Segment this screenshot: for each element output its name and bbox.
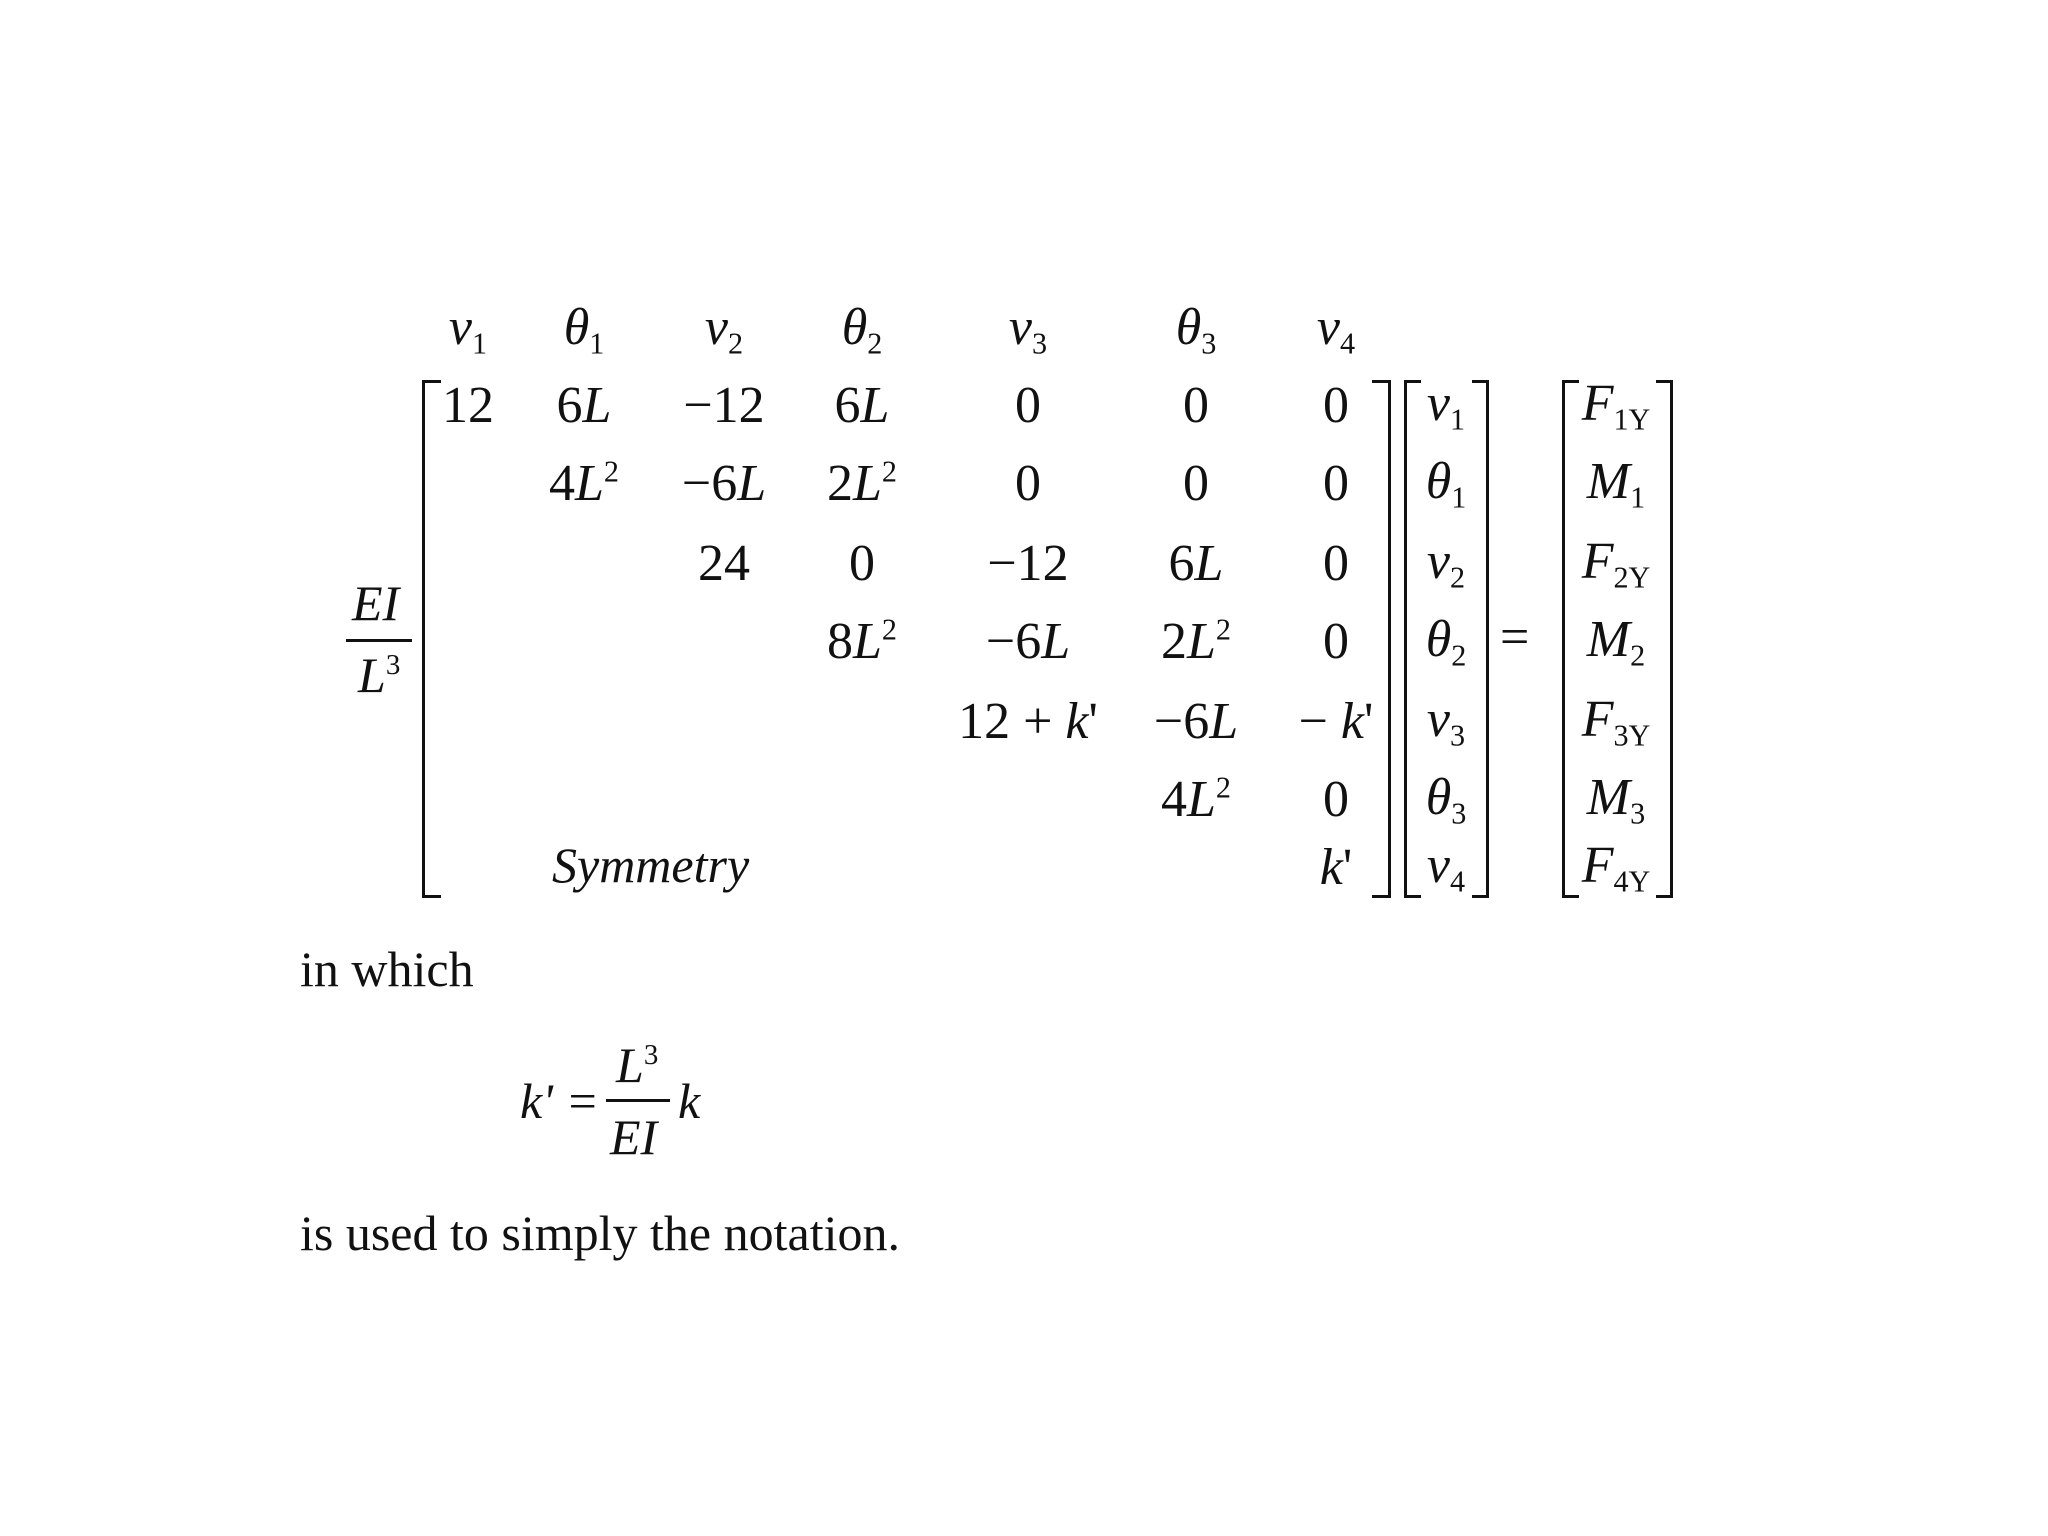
matrix-cell-r1-c1: 12 <box>442 377 494 434</box>
matrix-cell-r1-c4: 6L <box>834 377 890 434</box>
column-header-6: $\theta_3$ <box>1175 299 1217 361</box>
matrix-right-bracket <box>1372 380 1391 898</box>
kprime-fraction-bar <box>606 1099 670 1102</box>
force-right-bracket <box>1656 380 1673 898</box>
column-header-3: $v_2$ <box>704 299 744 361</box>
force-entry-3: $F_{2Y}$ <box>1581 533 1651 595</box>
kprime-denominator: EI <box>610 1109 658 1165</box>
matrix-cell-r2-c6: 0 <box>1183 455 1209 512</box>
displacement-entry-5: $v_3$ <box>1426 691 1466 753</box>
prefactor-fraction-bar <box>346 639 412 642</box>
matrix-cell-r1-c3: −12 <box>683 377 765 434</box>
matrix-cell-r1-c6: 0 <box>1183 377 1209 434</box>
displacement-entry-7: $v_4$ <box>1426 837 1466 899</box>
matrix-cell-r2-c4: $2L^2$ <box>827 454 897 512</box>
force-entry-1: $F_{1Y}$ <box>1581 375 1651 437</box>
matrix-cell-r1-c5: 0 <box>1015 377 1041 434</box>
closing-text: is used to simply the notation. <box>300 1205 900 1261</box>
displacement-entry-4: $\theta_2$ <box>1425 611 1467 673</box>
column-header-1: $v_1$ <box>448 299 488 361</box>
matrix-cell-r3-c7: 0 <box>1323 535 1349 592</box>
column-header-7: $v_4$ <box>1316 299 1356 361</box>
matrix-cell-r4-c4: $8L^2$ <box>827 612 897 670</box>
matrix-cell-r4-c7: 0 <box>1323 613 1349 670</box>
force-left-bracket <box>1562 380 1579 898</box>
column-header-4: $\theta_2$ <box>841 299 883 361</box>
displacement-entry-1: $v_1$ <box>1426 375 1466 437</box>
matrix-cell-r5-c6: −6L <box>1153 693 1239 750</box>
displacement-entry-6: $\theta_3$ <box>1425 769 1467 831</box>
matrix-cell-r1-c7: 0 <box>1323 377 1349 434</box>
force-entry-5: $F_{3Y}$ <box>1581 691 1651 753</box>
matrix-cell-r6-c7: 0 <box>1323 771 1349 828</box>
symmetry-label: Symmetry <box>552 837 750 893</box>
matrix-cell-r3-c4: 0 <box>849 535 875 592</box>
matrix-cell-r2-c7: 0 <box>1323 455 1349 512</box>
kprime-numerator: $L^3$ <box>616 1037 659 1093</box>
column-header-5: $v_3$ <box>1008 299 1048 361</box>
displacement-entry-2: $\theta_1$ <box>1425 453 1467 515</box>
matrix-cell-r3-c3: 24 <box>698 535 750 592</box>
matrix-cell-r4-c6: $2L^2$ <box>1161 612 1231 670</box>
matrix-left-bracket <box>422 380 441 898</box>
column-header-2: $\theta_1$ <box>563 299 605 361</box>
force-entry-4: $M_2$ <box>1586 611 1646 673</box>
matrix-cell-r7-c7: k' <box>1319 839 1353 896</box>
matrix-cell-r2-c2: $4L^2$ <box>549 454 619 512</box>
displacement-right-bracket <box>1472 380 1489 898</box>
force-entry-7: $F_{4Y}$ <box>1581 837 1651 899</box>
matrix-cell-r5-c5: 12 + k' <box>958 693 1098 750</box>
kprime-lhs: k' = <box>520 1073 600 1129</box>
in-which-text: in which <box>300 941 474 997</box>
displacement-entry-3: $v_2$ <box>1426 533 1466 595</box>
displacement-left-bracket <box>1404 380 1421 898</box>
matrix-cell-r1-c2: 6L <box>556 377 612 434</box>
matrix-cell-r3-c6: 6L <box>1168 535 1224 592</box>
matrix-cell-r4-c5: −6L <box>985 613 1071 670</box>
matrix-cell-r2-c3: −6L <box>681 455 767 512</box>
force-entry-6: $M_3$ <box>1586 769 1646 831</box>
force-entry-2: $M_1$ <box>1586 453 1646 515</box>
matrix-cell-r5-c7: − k' <box>1298 693 1374 750</box>
equals-sign: = <box>1500 609 1530 666</box>
matrix-cell-r6-c6: $4L^2$ <box>1161 770 1231 828</box>
kprime-factor: k <box>678 1073 701 1129</box>
prefactor-denominator: $L^3$ <box>358 647 401 703</box>
matrix-cell-r2-c5: 0 <box>1015 455 1041 512</box>
prefactor-numerator: EI <box>352 575 400 631</box>
matrix-cell-r3-c5: −12 <box>987 535 1069 592</box>
